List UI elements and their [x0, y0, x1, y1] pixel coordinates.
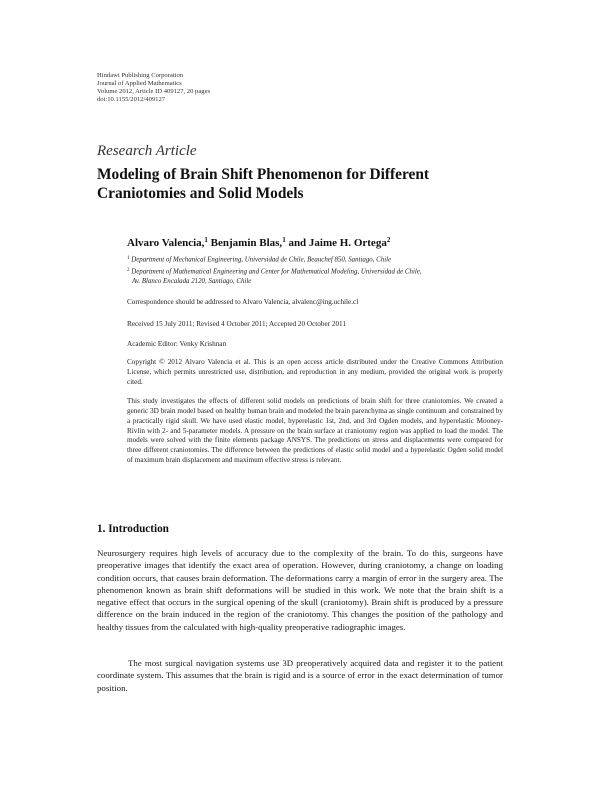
author-list [127, 236, 390, 249]
abstract: This study investigates the effects of different solid models on predictions of brain shift for three craniotomies. We created a generic 3D brain model based on healthy human brain and modeled the brain parenchyma as single continuum and constrained by a practically rigid skull. We have used elastic model, hyperelastic 1st, 2nd, and 3rd Ogden models, and hyperelastic Mooney-Rivlin with 2- and 5-parameter models. A pressure on the brain surface at craniotomy region was applied to load the model. The models were solved with the finite elements package ANSYS. The predictions on stress and displacements were compared for three different craniotomies. The difference between the predictions of elastic solid model and a hyperelastic Ogden solid model of maximum brain displacement and maximum effective stress is relevant. [127, 397, 503, 465]
journal-name: Journal of Applied Mathematics [97, 80, 182, 88]
affiliation-1-text: Department of Mechanical Engineering, Universidad de Chile, Beauchef 850, Santiago, Chile [131, 256, 392, 264]
submission-dates: Received 15 July 2011; Revised 4 October 2011; Accepted 20 October 2011 [127, 320, 346, 328]
author-2: Benjamin Blas, [210, 237, 283, 249]
affiliation-2 [127, 266, 507, 278]
affiliation-2-address: Av. Blanco Encalada 2120, Santiago, Chile [132, 278, 252, 286]
paper-title-line-1: Modeling of Brain Shift Phenomenon for Different [97, 166, 430, 183]
affiliation-2-mark: 2 [127, 267, 130, 273]
author-3: and Jaime H. Ortega [288, 237, 387, 249]
academic-editor: Academic Editor: Venky Krishnan [127, 340, 227, 348]
article-type: Research Article [97, 143, 197, 159]
author-3-affil-mark: 2 [386, 236, 391, 244]
affiliation-1 [127, 254, 507, 266]
author-1-affil-mark: 1 [204, 236, 208, 244]
publisher-name: Hindawi Publishing Corporation [97, 72, 184, 79]
correspondence: Correspondence should be addressed to Alvaro Valencia, alvalenc@ing.uchile.cl [127, 298, 359, 306]
journal-header [97, 72, 210, 104]
affiliation-2-text: Department of Mathematical Engineering and Center for Mathematical Modeling, Universidad de Chile, [131, 268, 422, 276]
paper-title-line-2: Craniotomies and Solid Models [97, 185, 304, 202]
section-heading: 1. Introduction [97, 523, 169, 535]
body-paragraph: Neurosurgery requires high levels of accuracy due to the complexity of the brain. To do this, surgeons have preoperative images that identify the exact area of operation. However, during craniotomy, a change on loading condition occurs, that causes brain deformation. The deformations carry a margin of error in the surgery area. The phenomenon known as brain shift deformations will be studied in this work. We note that the brain shift is a negative effect that occurs in the surgical opening of the skull (craniotomy). Brain shift is produced by a pressure difference on the brain induced in the region of the craniotomy. This changes the position of the pathology and healthy tissues from the calculated with high-quality preoperative radiographic images. [97, 548, 503, 632]
author-2-affil-mark: 1 [282, 236, 286, 244]
affiliations [127, 254, 507, 288]
doi: doi:10.1155/2012/409127 [97, 96, 166, 104]
body-paragraph: The most surgical navigation systems use 3D preoperatively acquired data and register it to the patient coordinate system. This assumes that the brain is rigid and is a source of error in the exact determination of tumor position. [97, 658, 503, 693]
author-1: Alvaro Valencia, [127, 237, 205, 249]
paper-title [97, 165, 527, 203]
volume-info: Volume 2012, Article ID 409127, 20 pages [97, 88, 211, 96]
copyright-notice: Copyright © 2012 Alvaro Valencia et al. This is an open access article distributed under the Creative Commons Attribution License, which permits unrestricted use, distribution, and reproduction in any medium, provided the original work is properly cited. [127, 358, 503, 386]
affiliation-1-mark: 1 [127, 256, 130, 261]
